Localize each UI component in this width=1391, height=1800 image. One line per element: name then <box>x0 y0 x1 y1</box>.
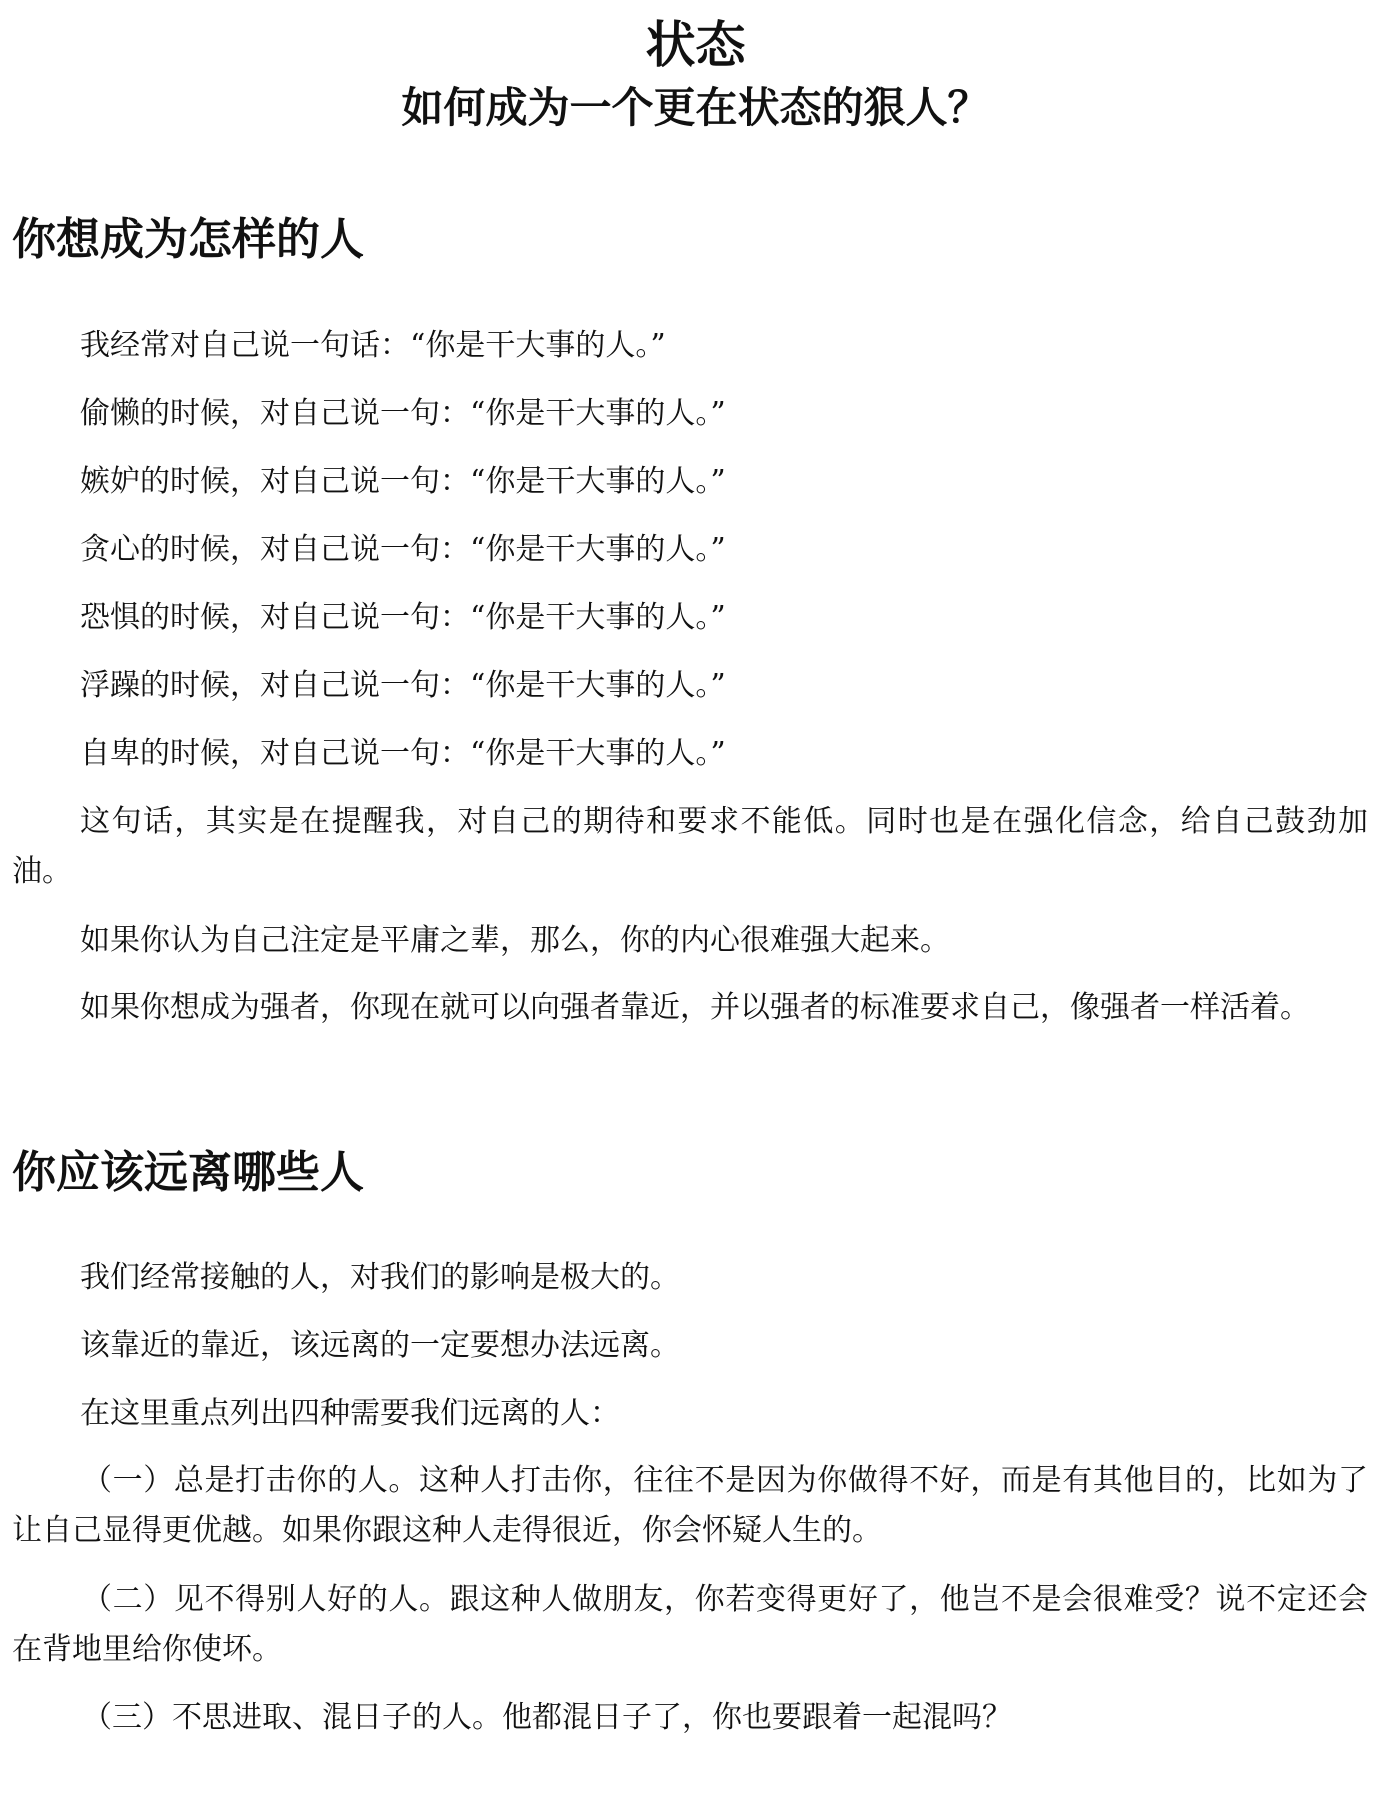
paragraph: 我们经常接触的人，对我们的影响是极大的。 <box>80 1260 680 1295</box>
paragraph: 如果你认为自己注定是平庸之辈，那么，你的内心很难强大起来。 <box>80 923 950 958</box>
list-item: （三）不思进取、混日子的人。他都混日子了，你也要跟着一起混吗？ <box>82 1700 1012 1735</box>
document-subtitle: 如何成为一个更在状态的狠人？ <box>401 83 990 132</box>
paragraph: 浮躁的时候，对自己说一句：“你是干大事的人。” <box>80 668 726 703</box>
paragraph: 在这里重点列出四种需要我们远离的人： <box>80 1396 620 1431</box>
list-item: （一）总是打击你的人。这种人打击你，往往不是因为你做得不好，而是有其他目的，比如为了让自己显得更优越。如果你跟这种人走得很近，你会怀疑人生的。 <box>12 1463 1368 1548</box>
paragraph: 这句话，其实是在提醒我，对自己的期待和要求不能低。同时也是在强化信念，给自己鼓劲加油。 <box>12 804 1368 889</box>
paragraph: 该靠近的靠近，该远离的一定要想办法远离。 <box>80 1328 680 1363</box>
paragraph: 偷懒的时候，对自己说一句：“你是干大事的人。” <box>80 396 726 431</box>
paragraph: 贪心的时候，对自己说一句：“你是干大事的人。” <box>80 532 726 567</box>
paragraph: 我经常对自己说一句话：“你是干大事的人。” <box>80 328 666 363</box>
paragraph: 嫉妒的时候，对自己说一句：“你是干大事的人。” <box>80 464 726 499</box>
paragraph: 自卑的时候，对自己说一句：“你是干大事的人。” <box>80 736 726 771</box>
list-item: （二）见不得别人好的人。跟这种人做朋友，你若变得更好了，他岂不是会很难受？说不定还会在背地里给你使坏。 <box>12 1582 1368 1667</box>
section-heading: 你应该远离哪些人 <box>12 1147 364 1198</box>
section-heading: 你想成为怎样的人 <box>12 214 364 265</box>
document-title: 状态 <box>645 16 746 74</box>
paragraph: 如果你想成为强者，你现在就可以向强者靠近，并以强者的标准要求自己，像强者一样活着。 <box>80 990 1310 1025</box>
paragraph: 恐惧的时候，对自己说一句：“你是干大事的人。” <box>80 600 726 635</box>
